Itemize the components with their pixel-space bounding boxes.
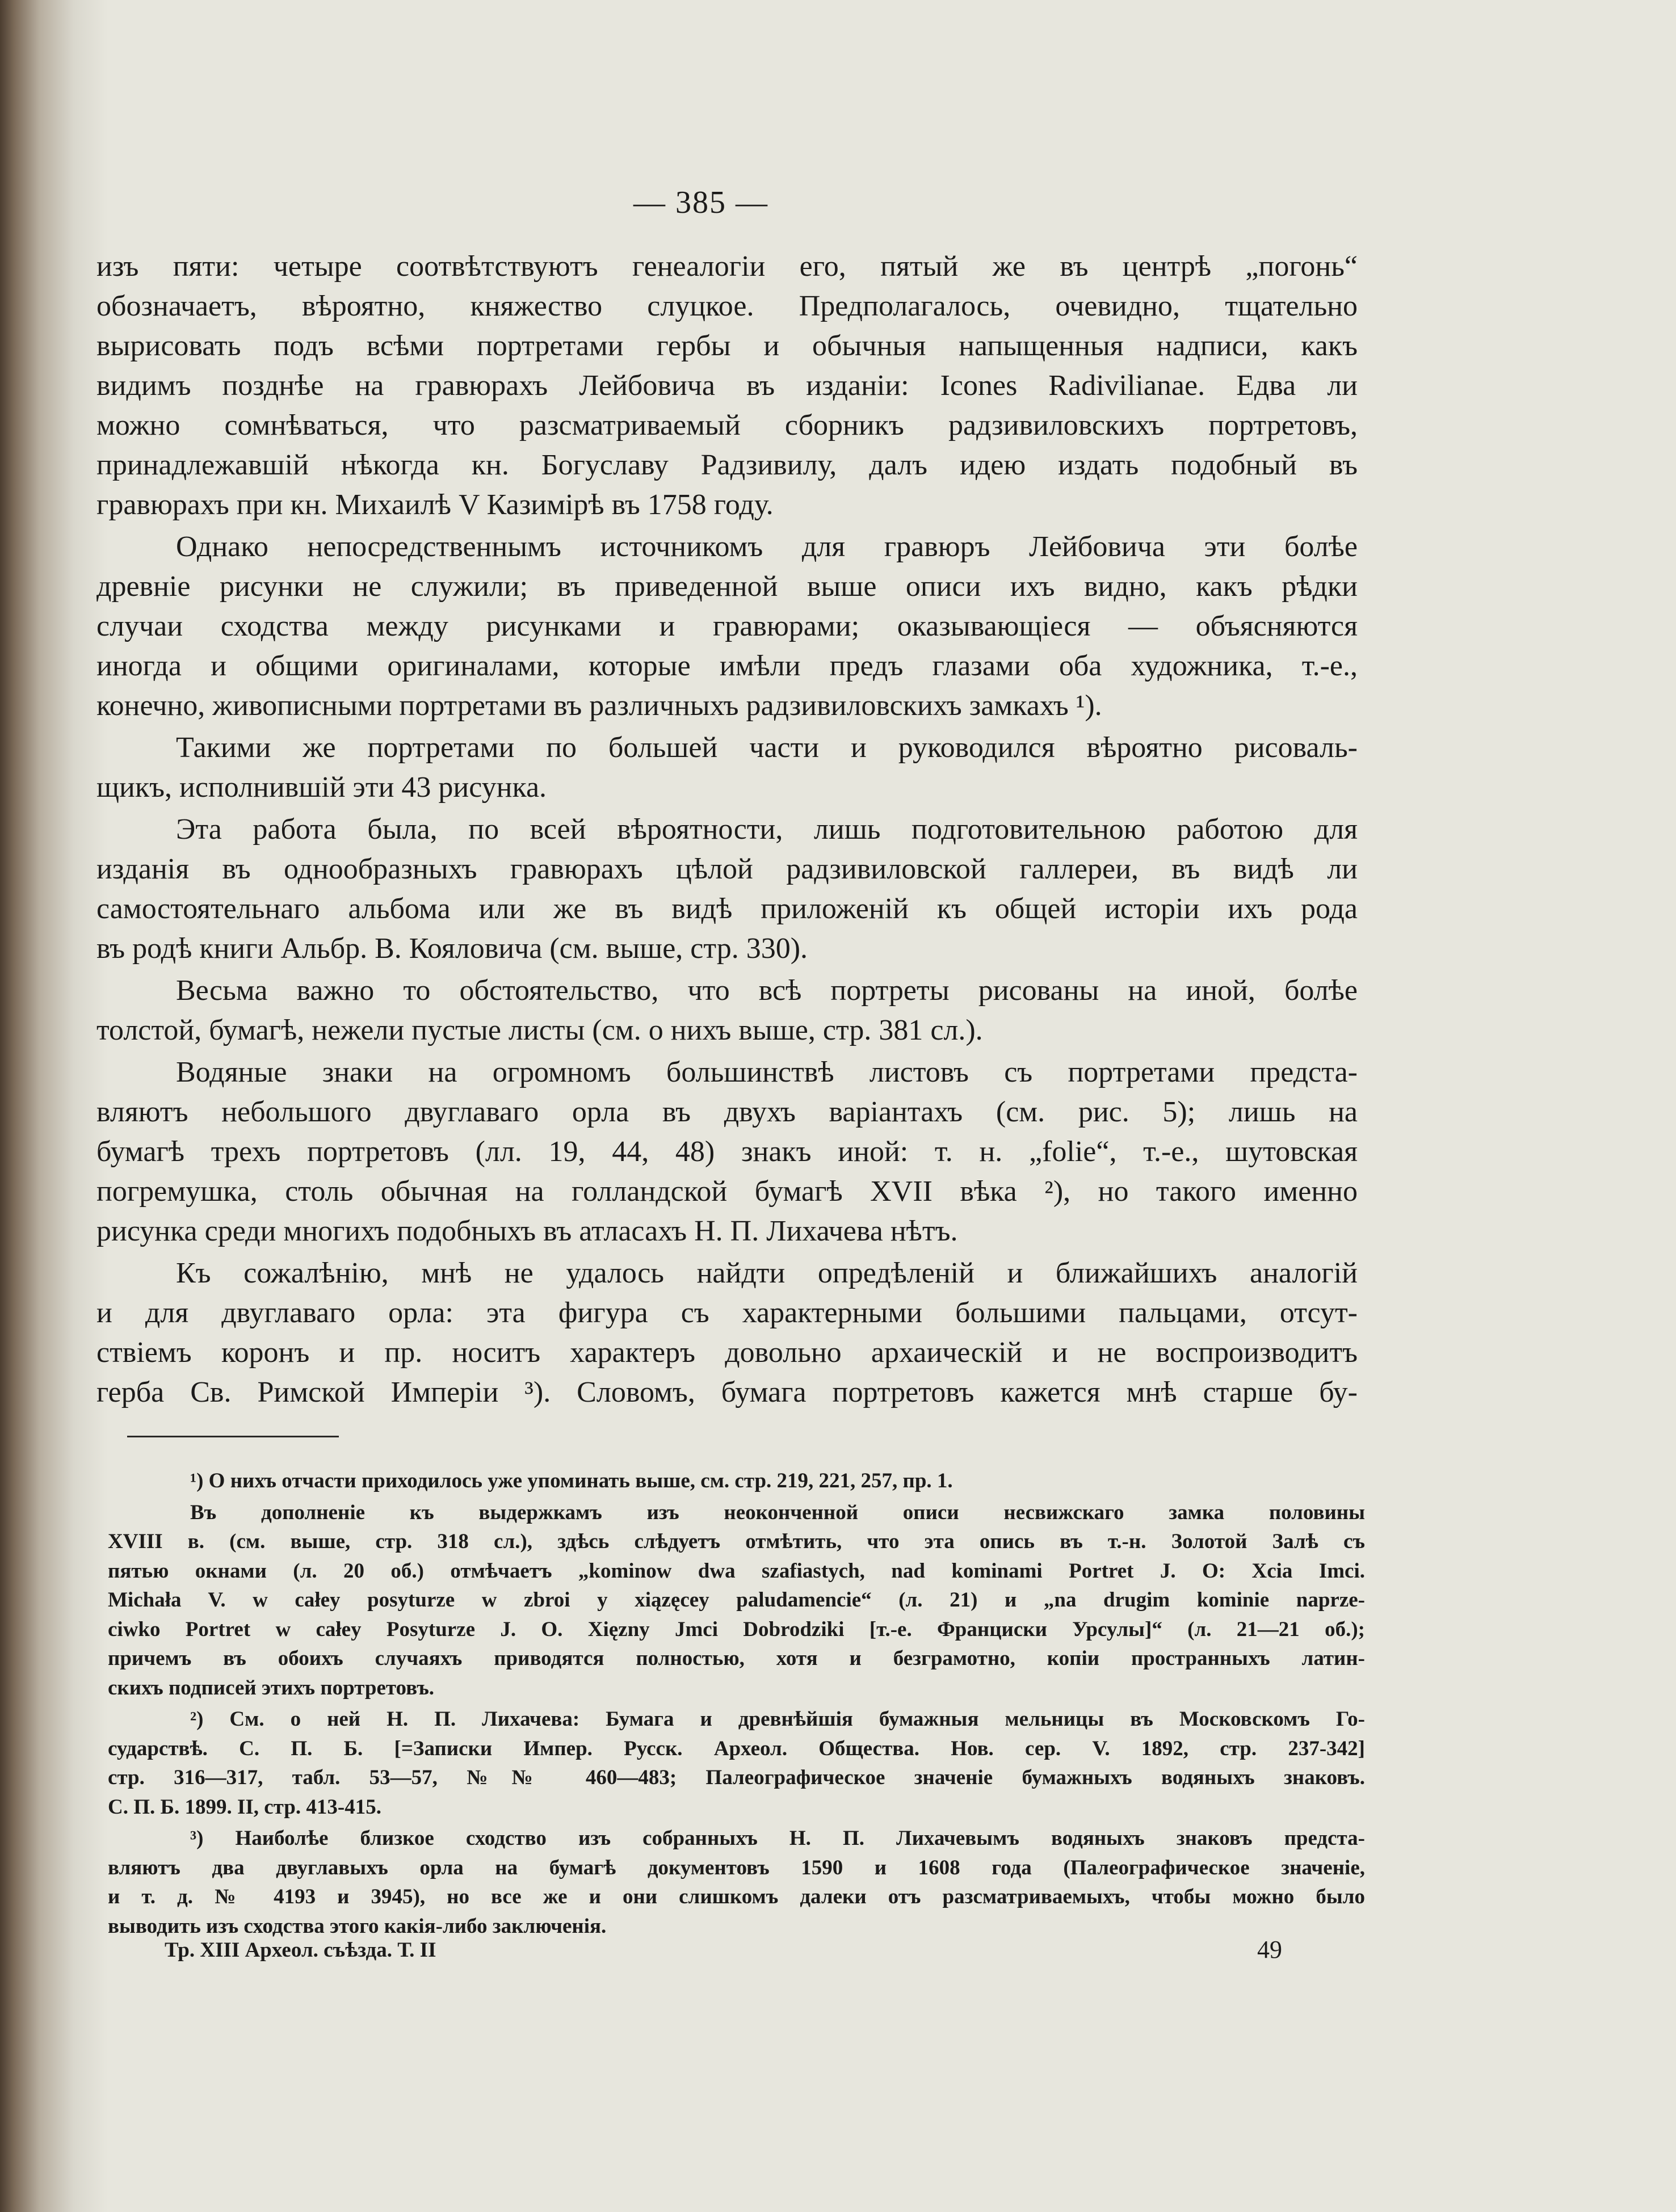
- text-line: ³) Наиболѣе близкое сходство изъ собранныхъ Н. П. Лихачевымъ водяныхъ знаковъ предста-: [190, 1827, 1365, 1850]
- text-line: выводить изъ сходства этого какія-либо заключенія.: [108, 1914, 607, 1938]
- text-line: рисунка среди многихъ подобныхъ въ атласахъ Н. П. Лихачева нѣтъ.: [96, 1215, 958, 1247]
- text-line: С. П. Б. 1899. II, стр. 413-415.: [108, 1795, 381, 1819]
- text-line: щикъ, исполнившій эти 43 рисунка.: [96, 771, 547, 804]
- text-line: видимъ позднѣе на гравюрахъ Лейбовича въ изданіи: Icones Radivilianae. Едва ли: [96, 369, 1358, 402]
- paragraph: [96, 810, 1358, 969]
- text-line: древніе рисунки не служили; въ приведенной выше описи ихъ видно, какъ рѣдки: [96, 570, 1358, 603]
- text-line: Въ дополненіе къ выдержкамъ изъ неоконченной описи несвижскаго замка половины: [190, 1500, 1365, 1524]
- text-line: герба Св. Римской Имперіи ³). Словомъ, бумага портретовъ кажется мнѣ старше бу-: [96, 1376, 1358, 1408]
- text-line: XVIII в. (см. выше, стр. 318 сл.), здѣсь слѣдуетъ отмѣтить, что эта опись въ т.-н. Золотой Залѣ съ: [108, 1530, 1365, 1553]
- text-line: вляютъ небольшого двуглаваго орла въ двухъ варіантахъ (см. рис. 5); лишь на: [96, 1096, 1358, 1128]
- text-line: самостоятельнаго альбома или же въ видѣ приложеній къ общей исторіи ихъ рода: [96, 893, 1358, 925]
- paragraph: [96, 247, 1358, 525]
- text-line: иногда и общими оригиналами, которые имѣли предъ глазами оба художника, т.-е.,: [96, 650, 1358, 682]
- signature-mark: Тр. XIII Археол. съѣзда. Т. II: [165, 1938, 436, 1962]
- text-line: вырисовать подъ всѣми портретами гербы и обычныя напыщенныя надписи, какъ: [96, 330, 1358, 362]
- paragraph: [96, 728, 1358, 808]
- text-line: изданія въ однообразныхъ гравюрахъ цѣлой радзивиловской галлереи, въ видѣ ли: [96, 853, 1358, 885]
- main-text: [96, 247, 1358, 1415]
- book-binding-shadow: [0, 0, 108, 2212]
- text-line: Michała V. w całey posyturze w zbroi y xiązęcey paludamencie“ (л. 21) и „na drugim kominie naprze-: [108, 1588, 1365, 1612]
- paragraph: [96, 1254, 1358, 1412]
- text-line: Однако непосредственнымъ источникомъ для гравюръ Лейбовича эти болѣе: [176, 531, 1358, 563]
- text-line: можно сомнѣваться, что разсматриваемый сборникъ радзивиловскихъ портретовъ,: [96, 409, 1358, 441]
- text-line: толстой, бумагѣ, нежели пустые листы (см. о нихъ выше, стр. 381 сл.).: [96, 1014, 983, 1046]
- text-line: Эта работа была, по всей вѣроятности, лишь подготовительною работою для: [176, 813, 1358, 846]
- text-line: стр. 316—317, табл. 53—57, №№ 460—483; Палеографическое значеніе бумажныхъ водяныхъ знаковъ.: [108, 1766, 1365, 1789]
- text-line: въ родѣ книги Альбр. В. Кояловича (см. выше, стр. 330).: [96, 932, 808, 965]
- text-line: ²) См. о ней Н. П. Лихачева: Бумага и древнѣйшія бумажныя мельницы въ Московскомъ Го-: [190, 1708, 1365, 1731]
- text-line: случаи сходства между рисунками и гравюрами; оказывающіеся — объясняются: [96, 610, 1358, 642]
- text-line: ciwko Portret w całey Posyturze J. O. Xięzny Jmci Dobrodziki [т.-е. Франциски Урсулы]“ (л. 21—21 об.);: [108, 1617, 1365, 1641]
- text-line: погремушка, столь обычная на голландской бумагѣ XVII вѣка ²), но такого именно: [96, 1175, 1358, 1208]
- footnote: [108, 1498, 1365, 1703]
- paragraph: [96, 1053, 1358, 1251]
- text-line: Весьма важно то обстоятельство, что всѣ портреты рисованы на иной, болѣе: [176, 974, 1358, 1007]
- text-line: причемъ въ обоихъ случаяхъ приводятся полностью, хотя и безграмотно, копіи пространныхъ латин-: [108, 1647, 1365, 1670]
- text-line: ствіемъ коронъ и пр. носитъ характеръ довольно архаическій и не воспроизводитъ: [96, 1336, 1358, 1369]
- text-line: Такими же портретами по большей части и руководился вѣроятно рисоваль-: [176, 731, 1358, 764]
- paragraph: [96, 971, 1358, 1050]
- text-line: вляютъ два двуглавыхъ орла на бумагѣ документовъ 1590 и 1608 года (Палеографическое значеніе,: [108, 1856, 1365, 1879]
- text-line: пятью окнами (л. 20 об.) отмѣчаетъ „kominow dwa szafiastych, nad kominami Portret J. O: Xcia Imci.: [108, 1559, 1365, 1583]
- sheet-number: 49: [1257, 1936, 1282, 1963]
- text-line: гравюрахъ при кн. Михаилѣ V Казимірѣ въ 1758 году.: [96, 489, 774, 521]
- text-line: ¹) О нихъ отчасти приходилось уже упоминать выше, см. стр. 219, 221, 257, пр. 1.: [190, 1469, 953, 1492]
- text-line: конечно, живописными портретами въ различныхъ радзивиловскихъ замкахъ ¹).: [96, 689, 1102, 722]
- text-line: Водяные знаки на огромномъ большинствѣ листовъ съ портретами предста-: [176, 1056, 1358, 1088]
- footnote: [108, 1466, 1365, 1496]
- text-line: и для двуглаваго орла: эта фигура съ характерными большими пальцами, отсут-: [96, 1297, 1358, 1329]
- text-line: Къ сожалѣнію, мнѣ не удалось найдти опредѣленій и ближайшихъ аналогій: [176, 1257, 1358, 1289]
- footnotes: [108, 1466, 1365, 1943]
- paragraph: [96, 527, 1358, 726]
- text-line: и т. д. № 4193 и 3945), но все же и они слишкомъ далеки отъ разсматриваемыхъ, чтобы можно было: [108, 1885, 1365, 1908]
- text-line: обозначаетъ, вѣроятно, княжество слуцкое. Предполагалось, очевидно, тщательно: [96, 290, 1358, 322]
- text-line: принадлежавшій нѣкогда кн. Богуславу Радзивилу, далъ идею издать подобный въ: [96, 449, 1358, 481]
- footnote-divider: [127, 1436, 339, 1437]
- footnote: [108, 1824, 1365, 1941]
- page-number: — 385 —: [633, 185, 768, 220]
- text-line: скихъ подписей этихъ портретовъ.: [108, 1676, 435, 1700]
- text-line: бумагѣ трехъ портретовъ (лл. 19, 44, 48) знакъ иной: т. н. „folie“, т.-е., шутовская: [96, 1136, 1358, 1168]
- text-line: сударствѣ. С. П. Б. [=Записки Импер. Русск. Археол. Общества. Нов. сер. V. 1892, стр. 237-342]: [108, 1736, 1365, 1760]
- text-line: изъ пяти: четыре соотвѣтствуютъ генеалогіи его, пятый же въ центрѣ „погонь“: [96, 250, 1358, 283]
- footnote: [108, 1705, 1365, 1822]
